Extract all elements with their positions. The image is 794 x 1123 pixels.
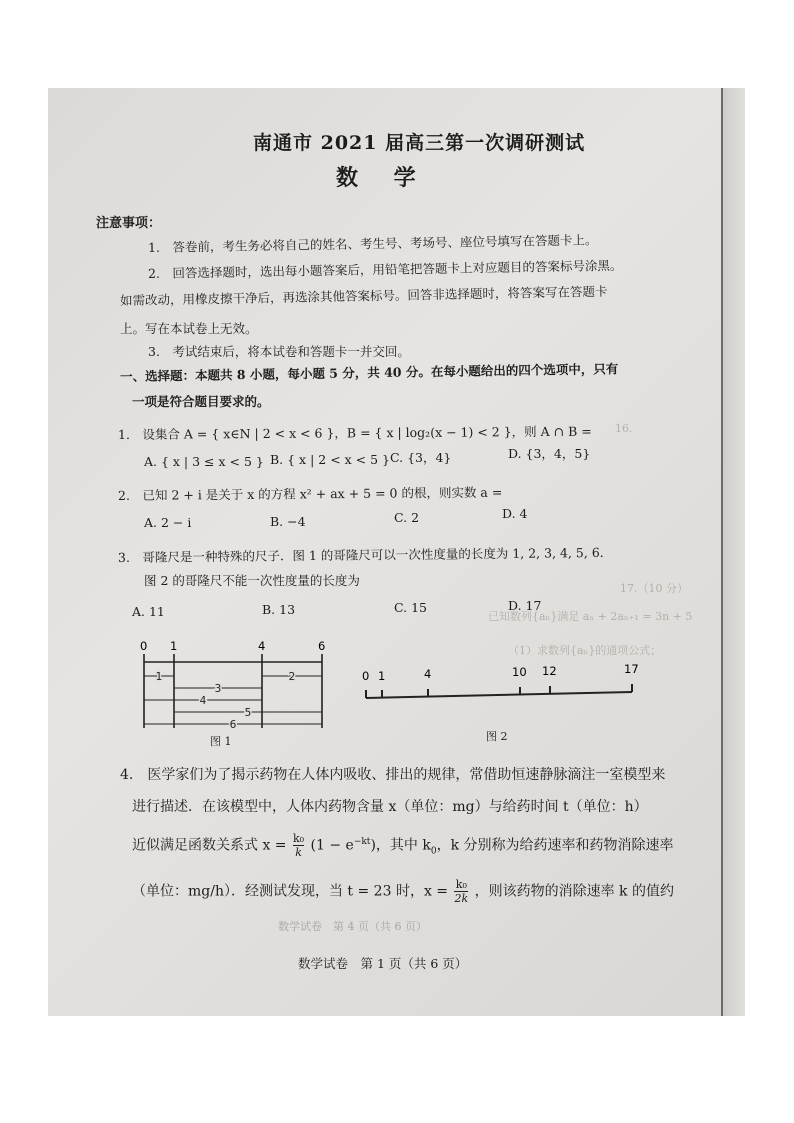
exam-title: 南通市 2021 届高三第一次调研测试 [253,132,586,154]
note-item: 如需改动，用橡皮擦干净后，再选涂其他答案标号。回答非选择题时，将答案写在答题卡 [119,283,608,308]
note-item: 1. 答卷前，考生务必将自己的姓名、考生号、考场号、座位号填写在答题卡上。 [147,232,598,255]
fig1-segment-2: 2 [288,671,296,683]
q4-subscript: 0 [430,846,437,857]
fig1-tick-1: 1 [170,639,178,653]
fraction-denominator: k [295,846,302,859]
fig2-tick-4: 4 [424,667,432,681]
q2-option-b: B. −4 [270,514,306,529]
q4-text: 近似满足函数关系式 x = [132,837,287,854]
q4-text: （单位：mg/h）．经测试发现，当 t = 23 时，x = [132,883,449,900]
fraction-denominator: 2k [454,892,469,905]
q4-text: ，k 分别称为给药速率和药物消除速率 [436,837,674,854]
figure-1-caption: 图 1 [210,735,232,748]
figure-2-caption: 图 2 [486,730,508,743]
q4-exponent: −kt [353,836,371,847]
q1-option-c: C. {3，4} [390,450,452,465]
q4-fraction-k0-over-2k [454,878,468,905]
fig2-tick-10: 10 [512,665,527,679]
figure-1-golomb-ruler [136,636,336,744]
note-item: 3. 考试结束后，将本试卷和答题卡一并交回。 [148,344,410,359]
page-shadow [723,88,745,1016]
q4-fraction-k0-over-k [293,832,304,859]
q1-option-d: D. {3，4，5} [508,446,591,461]
q3-option-c: C. 15 [394,600,427,615]
question-4-line: 进行描述．在该模型中，人体内药物含量 x（单位：mg）与给药时间 t（单位：h） [132,799,648,815]
fig1-tick-6: 6 [318,639,326,653]
fraction-numerator: k₀ [455,878,467,891]
page-edge [721,88,723,1016]
fig1-segment-1: 1 [155,671,163,683]
q4-text: ，则该药物的消除速率 k 的值约 [474,883,674,900]
section-heading: 一、选择题：本题共 8 小题，每小题 5 分，共 40 分。在每小题给出的四个选项中，只有 [119,361,619,384]
fig1-segment-3: 3 [214,683,222,695]
section-heading: 一项是符合题目要求的。 [132,394,270,409]
notes-heading: 注意事项： [96,216,162,231]
q3-option-b: B. 13 [262,602,296,617]
fraction-numerator: k₀ [292,832,305,845]
bleed-text: （1）求数列{aₙ}的通项公式； [508,644,662,657]
q4-text: (1 − e [310,837,354,854]
bleed-text: 已知数列{aₙ}满足 aₙ + 2aₙ₊₁ = 3n + 5 [488,610,693,623]
q3-option-a: A. 11 [132,604,165,619]
q3-option-d: D. 17 [508,598,542,613]
q4-text: )，其中 k [370,837,431,854]
bleed-text: 17.（10 分） [620,582,688,595]
bleed-text: 16. [615,422,633,435]
question-2-stem: 2. 已知 2 + i 是关于 x 的方程 x² + ax + 5 = 0 的根，则实数 a = [117,484,503,503]
question-3-stem: 3. 哥隆尺是一种特殊的尺子．图 1 的哥隆尺可以一次性度量的长度为 1, 2, 3, 4, 5, 6． [117,544,613,565]
note-item: 上。写在本试卷上无效。 [120,321,258,336]
fig1-tick-0: 0 [140,639,148,653]
question-4-line [132,878,674,905]
ruler-2-bar [366,692,632,698]
question-3-stem: 图 2 的哥隆尺不能一次性度量的长度为 [144,573,360,588]
q2-option-a: A. 2 − i [144,515,192,530]
page-footer: 数学试卷 第 1 页（共 6 页） [298,956,468,971]
fig1-segment-4: 4 [199,695,207,707]
figure-2-golomb-ruler [358,658,648,718]
fig2-tick-17: 17 [624,662,639,676]
bleed-footer: 数学试卷 第 4 页（共 6 页） [278,920,427,933]
fig2-tick-12: 12 [542,664,557,678]
fig1-segment-5: 5 [244,707,252,719]
exam-photo [48,88,745,1016]
q2-option-c: C. 2 [394,510,420,525]
question-4-line: 4. 医学家们为了揭示药物在人体内吸收、排出的规律，常借助恒速静脉滴注一室模型来 [120,767,666,783]
exam-subject: 数 学 [336,165,430,191]
note-item: 2. 回答选择题时，选出每小题答案后，用铅笔把答题卡上对应题目的答案标号涂黑。 [147,257,623,281]
q1-option-a: A. { x | 3 ≤ x < 5 } [144,454,264,469]
fig1-tick-4: 4 [258,639,266,653]
fig1-segment-6: 6 [229,719,237,731]
fig2-tick-0: 0 [362,669,370,683]
question-1-stem: 1. 设集合 A = { x∈N | 2 < x < 6 }，B = { x | log₂(x − 1) < 2 }，则 A ∩ B = [117,423,592,442]
question-4-line [132,832,674,859]
fig2-tick-1: 1 [378,669,386,683]
q1-option-b: B. { x | 2 < x < 5 } [270,452,390,467]
q2-option-d: D. 4 [502,506,528,521]
